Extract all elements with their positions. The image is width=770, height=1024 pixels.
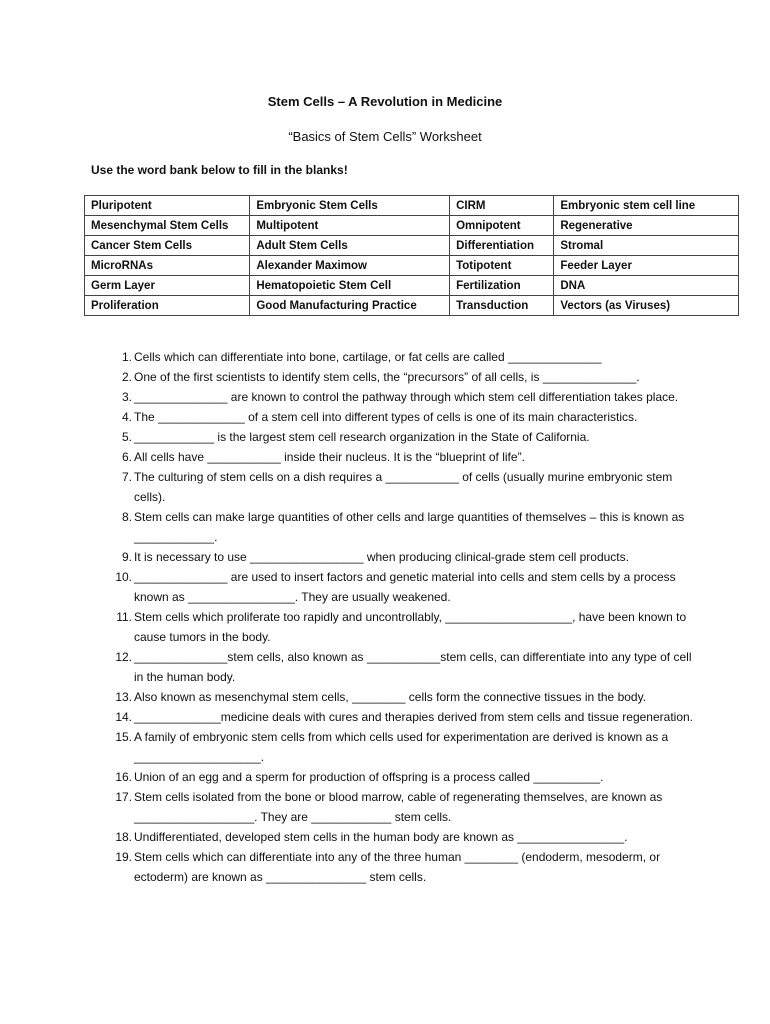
question-text: Also known as mesenchymal stem cells, ________ cells form the connective tissues in the body.	[134, 690, 647, 704]
question-number: 2.	[121, 370, 132, 384]
word-bank-term: Fertilization	[450, 276, 554, 296]
word-bank-term: Proliferation	[85, 296, 250, 316]
question-number: 11.	[116, 610, 132, 624]
word-bank-table	[84, 195, 739, 316]
question-text: Union of an egg and a sperm for production of offspring is a process called __________.	[134, 770, 604, 784]
word-bank-term: Germ Layer	[85, 276, 250, 296]
question-number: 12.	[115, 650, 132, 664]
question-item	[94, 467, 694, 507]
word-bank-term: Alexander Maximow	[250, 256, 450, 276]
question-text: ______________stem cells, also known as ___________stem cells, can differentiate into any type of cell in the human body.	[134, 650, 692, 684]
instruction-text: Use the word bank below to fill in the blanks!	[91, 163, 348, 177]
question-number: 15.	[115, 730, 132, 744]
question-text: _____________medicine deals with cures and therapies derived from stem cells and tissue regeneration.	[134, 710, 694, 724]
question-text: Stem cells which proliferate too rapidly and uncontrollably, ___________________, have been known to cause tumors in the body.	[134, 610, 687, 644]
word-bank-term: Differentiation	[450, 236, 554, 256]
question-text: All cells have ___________ inside their nucleus. It is the “blueprint of life”.	[134, 450, 525, 464]
word-bank-term: CIRM	[450, 196, 554, 216]
word-bank-term: Transduction	[450, 296, 554, 316]
question-number: 13.	[115, 690, 132, 704]
word-bank-term: Hematopoietic Stem Cell	[250, 276, 450, 296]
word-bank-term: MicroRNAs	[85, 256, 250, 276]
word-bank-term: Embryonic stem cell line	[554, 196, 739, 216]
question-text: ____________ is the largest stem cell research organization in the State of California.	[134, 430, 590, 444]
question-number: 16.	[115, 770, 132, 784]
question-text: Stem cells which can differentiate into any of the three human ________ (endoderm, mesoderm, or ectoderm) are known as _______________ stem cells.	[134, 850, 661, 884]
word-bank-term: Totipotent	[450, 256, 554, 276]
question-item	[94, 427, 694, 447]
question-number: 4.	[121, 410, 132, 424]
question-item	[94, 347, 694, 367]
question-list	[94, 347, 694, 887]
word-bank-term: Omnipotent	[450, 216, 554, 236]
question-number: 14.	[115, 710, 132, 724]
question-item	[94, 607, 694, 647]
word-bank-term: Regenerative	[554, 216, 739, 236]
word-bank-row	[85, 216, 739, 236]
question-item	[94, 507, 694, 547]
question-text: It is necessary to use _________________ when producing clinical-grade stem cell products.	[134, 550, 629, 564]
question-text: ______________ are used to insert factors and genetic material into cells and stem cells by a process known as ________________. They are usually weakened.	[134, 570, 676, 604]
question-number: 5.	[121, 430, 132, 444]
question-item	[94, 647, 694, 687]
question-text: One of the first scientists to identify stem cells, the “precursors” of all cells, is ______________.	[134, 370, 640, 384]
word-bank-row	[85, 276, 739, 296]
question-text: Stem cells isolated from the bone or blood marrow, cable of regenerating themselves, are known as __________________. They are ____________ stem cells.	[134, 790, 663, 824]
question-number: 6.	[121, 450, 132, 464]
word-bank-term: DNA	[554, 276, 739, 296]
word-bank-term: Pluripotent	[85, 196, 250, 216]
question-text: Undifferentiated, developed stem cells in the human body are known as ________________.	[134, 830, 628, 844]
question-number: 1.	[121, 350, 132, 364]
question-item	[94, 367, 694, 387]
question-text: Stem cells can make large quantities of other cells and large quantities of themselves – this is known as ____________.	[134, 510, 685, 544]
word-bank-term: Feeder Layer	[554, 256, 739, 276]
question-text: ______________ are known to control the pathway through which stem cell differentiation takes place.	[134, 390, 679, 404]
question-text: A family of embryonic stem cells from which cells used for experimentation are derived is known as a ___________________.	[134, 730, 669, 764]
question-item	[94, 847, 694, 887]
question-item	[94, 827, 694, 847]
question-item	[94, 547, 694, 567]
question-text: The culturing of stem cells on a dish requires a ___________ of cells (usually murine embryonic stem cells).	[134, 470, 673, 504]
word-bank-term: Stromal	[554, 236, 739, 256]
word-bank-row	[85, 236, 739, 256]
word-bank-term: Good Manufacturing Practice	[250, 296, 450, 316]
word-bank-term: Adult Stem Cells	[250, 236, 450, 256]
word-bank-row	[85, 256, 739, 276]
question-number: 18.	[115, 830, 132, 844]
question-item	[94, 687, 694, 707]
question-number: 8.	[121, 510, 132, 524]
question-number: 10.	[115, 570, 132, 584]
word-bank-term: Embryonic Stem Cells	[250, 196, 450, 216]
word-bank-term: Mesenchymal Stem Cells	[85, 216, 250, 236]
worksheet-subtitle: “Basics of Stem Cells” Worksheet	[288, 129, 482, 144]
question-item	[94, 447, 694, 467]
question-number: 9.	[121, 550, 132, 564]
word-bank-term: Cancer Stem Cells	[85, 236, 250, 256]
word-bank-row	[85, 196, 739, 216]
question-text: Cells which can differentiate into bone, cartilage, or fat cells are called ______________	[134, 350, 602, 364]
worksheet-title: Stem Cells – A Revolution in Medicine	[267, 94, 503, 109]
question-item	[94, 707, 694, 727]
question-item	[94, 727, 694, 767]
question-number: 3.	[121, 390, 132, 404]
question-item	[94, 767, 694, 787]
question-item	[94, 407, 694, 427]
question-text: The _____________ of a stem cell into different types of cells is one of its main characteristics.	[134, 410, 638, 424]
question-number: 17.	[115, 790, 132, 804]
question-number: 19.	[115, 850, 132, 864]
question-item	[94, 387, 694, 407]
word-bank-term: Vectors (as Viruses)	[554, 296, 739, 316]
question-item	[94, 567, 694, 607]
word-bank-term: Multipotent	[250, 216, 450, 236]
question-item	[94, 787, 694, 827]
question-number: 7.	[121, 470, 132, 484]
word-bank-row	[85, 296, 739, 316]
